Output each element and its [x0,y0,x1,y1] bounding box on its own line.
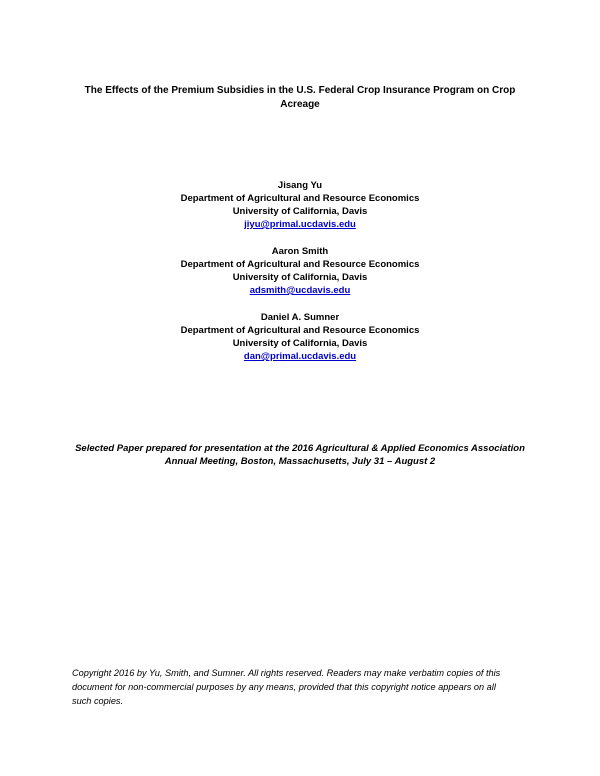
author-email-link[interactable]: adsmith@ucdavis.edu [249,285,351,296]
author-name: Jisang Yu [277,180,323,191]
paper-title [70,84,530,112]
title-line-2: Acreage [280,99,320,110]
copyright-line-2: document for non-commercial purposes by any means, provided that this copyright notice appears on all [72,682,496,692]
author-name: Daniel A. Sumner [260,312,340,323]
author-name: Aaron Smith [271,246,329,257]
author-university: University of California, Davis [232,206,368,217]
copyright-line-1: Copyright 2016 by Yu, Smith, and Sumner. All rights reserved. Readers may make verbatim copies of this [72,668,501,678]
presentation-line-2: Annual Meeting, Boston, Massachusetts, July 31 – August 2 [164,456,436,467]
author-university: University of California, Davis [232,272,368,283]
copyright-line-3: such copies. [72,696,124,706]
copyright-notice [72,666,532,708]
author-block-3 [100,311,500,363]
author-department: Department of Agricultural and Resource Economics [180,325,420,336]
title-line-1: The Effects of the Premium Subsidies in the U.S. Federal Crop Insurance Program on Crop [84,85,516,96]
author-block-2 [100,245,500,297]
author-email-link[interactable]: dan@primal.ucdavis.edu [243,351,357,362]
author-email-link[interactable]: jiyu@primal.ucdavis.edu [244,219,356,230]
presentation-line-1: Selected Paper prepared for presentation at the 2016 Agricultural & Applied Economics Association [75,443,525,454]
author-department: Department of Agricultural and Resource Economics [180,193,420,204]
author-block-1 [100,179,500,231]
author-university: University of California, Davis [232,338,368,349]
author-department: Department of Agricultural and Resource Economics [180,259,420,270]
presentation-note [60,442,540,468]
